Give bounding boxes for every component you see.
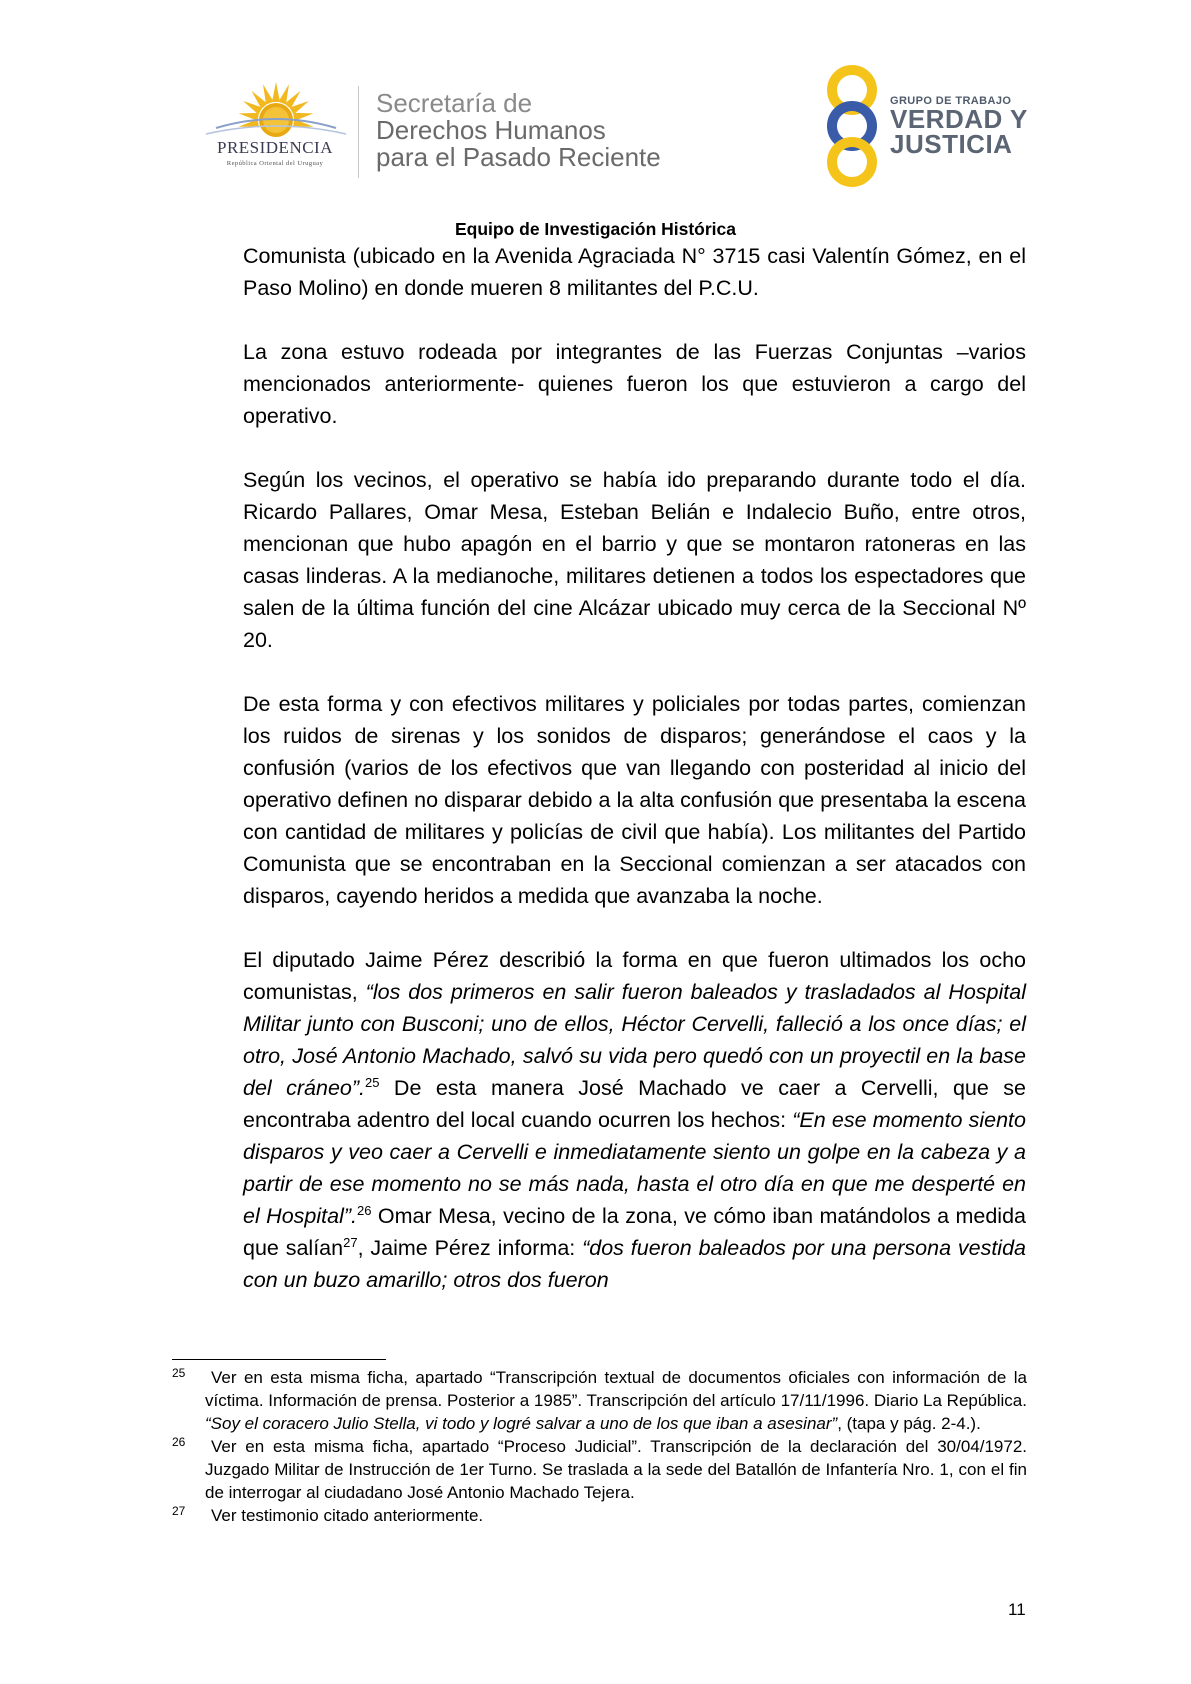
quote-perez-1: “los dos primeros en salir fueron baleados y trasladados al Hospital Militar junto con Busconi; uno de ellos, Héctor Cervelli, falleció a los once días; el otro, José Antonio Machado, salvó su vida pero quedó con un proyectil en la base del cráneo”. <box>243 980 1026 1100</box>
footnote-26 <box>172 1435 1027 1504</box>
footnote-italic: “Soy el coracero Julio Stella, vi todo y logré salvar a uno de los que iban a asesinar” <box>205 1414 838 1433</box>
footnote-number: 25 <box>172 1366 186 1380</box>
footnote-text: Ver en esta misma ficha, apartado “Proceso Judicial”. Transcripción de la declaración del 30/04/1972. Juzgado Militar de Instrucción de 1er Turno. Se traslada a la sede del Batallón de Infantería Nro. 1, con el fin de interrogar al ciudadano José Antonio Machado Tejera. <box>205 1437 1027 1502</box>
paragraph-1: Comunista (ubicado en la Avenida Agraciada N° 3715 casi Valentín Gómez, en el Paso Molino) en donde mueren 8 militantes del P.C.U. <box>243 244 1026 300</box>
footnote-text: Ver en esta misma ficha, apartado “Transcripción textual de documentos oficiales con información de la víctima. Información de prensa. Posterior a 1985”. Transcripción del artículo 17/11/1996. Diario La República. <box>205 1368 1027 1410</box>
gtvj-small-text: GRUPO DE TRABAJO <box>890 95 1012 107</box>
footnotes <box>172 1366 1027 1527</box>
paragraph-4: De esta forma y con efectivos militares y policiales por todas partes, comienzan los ruidos de sirenas y los sonidos de disparos; generándose el caos y la confusión (varios de los efectivos que van llegando con posteridad al inicio del operativo definen no disparar debido a la alta confusión que presentaba la escena con cantidad de militares y policías de civil que había). Los militantes del Partido Comunista que se encontraban en la Seccional comienzan a ser atacados con disparos, cayendo heridos a medida que avanzaba la noche. <box>243 692 1026 908</box>
presidencia-subtitle: República Oriental del Uruguay <box>226 160 324 167</box>
secretaria-line-3: para el Pasado Reciente <box>376 142 661 172</box>
footnote-25 <box>172 1366 1027 1435</box>
header-divider <box>358 86 359 178</box>
quote-perez-2: “dos fueron baleados por una persona vestida con un buzo amarillo; otros dos fueron <box>243 1236 1027 1292</box>
footnote-text: Ver testimonio citado anteriormente. <box>211 1506 484 1525</box>
footnote-ref-26[interactable]: 26 <box>356 1203 372 1218</box>
p5-text-a: El diputado Jaime Pérez describió la forma en que fueron ultimados los ocho comunistas, <box>243 948 1026 1004</box>
team-title: Equipo de Investigación Histórica <box>454 219 737 239</box>
paragraph-3: Según los vecinos, el operativo se había ido preparando durante todo el día. Ricardo Pallares, Omar Mesa, Esteban Belián e Indalecio Buño, entre otros, mencionan que hubo apagón en el barrio y que se montaron ratoneras en las casas linderas. A la medianoche, militares detienen a todos los espectadores que salen de la última función del cine Alcázar ubicado muy cerca de la Seccional Nº 20. <box>243 468 1026 652</box>
footnote-number: 26 <box>172 1435 186 1449</box>
paragraph-5 <box>243 944 1026 1296</box>
p5-text-d: , Jaime Pérez informa: <box>357 1236 583 1260</box>
p5-text-c: Omar Mesa, vecino de la zona, ve cómo iban matándolos a medida que salían <box>243 1204 1026 1260</box>
footnote-ref-25[interactable]: 25 <box>365 1075 380 1090</box>
body-text <box>243 240 1026 1296</box>
page-number: 11 <box>1008 1600 1026 1619</box>
quote-machado: “En ese momento siento disparos y veo caer a Cervelli e inmediatamente siento un golpe en la cabeza y a partir de ese momento no se más nada, hasta el otro día en que me desperté en el Hospital”. <box>243 1108 1026 1228</box>
presidencia-logo <box>196 80 356 182</box>
footnote-rule <box>172 1359 386 1360</box>
secretaria-wordmark <box>376 90 661 171</box>
footnote-27 <box>172 1504 1027 1527</box>
gtvj-title-line-1: VERDAD Y <box>890 104 1028 134</box>
paragraph-2: La zona estuvo rodeada por integrantes de las Fuerzas Conjuntas –varios mencionados anteriormente- quienes fueron los que estuvieron a cargo del operativo. <box>243 340 1026 428</box>
secretaria-line-2: Derechos Humanos <box>376 115 606 145</box>
verdad-justicia-wordmark <box>890 95 1028 157</box>
sun-emblem-icon <box>196 80 356 140</box>
gtvj-title-line-2: JUSTICIA <box>890 129 1013 159</box>
footnote-ref-27[interactable]: 27 <box>343 1235 358 1250</box>
footnote-number: 27 <box>172 1504 186 1518</box>
footnote-tail: , (tapa y pág. 2-4.). <box>837 1414 981 1433</box>
p5-text-b: De esta manera José Machado ve caer a Cervelli, que se encontraba adentro del local cuando ocurren los hechos: <box>243 1076 1026 1132</box>
secretaria-line-1: Secretaría de <box>376 88 533 118</box>
presidencia-wordmark: PRESIDENCIA <box>216 138 333 157</box>
